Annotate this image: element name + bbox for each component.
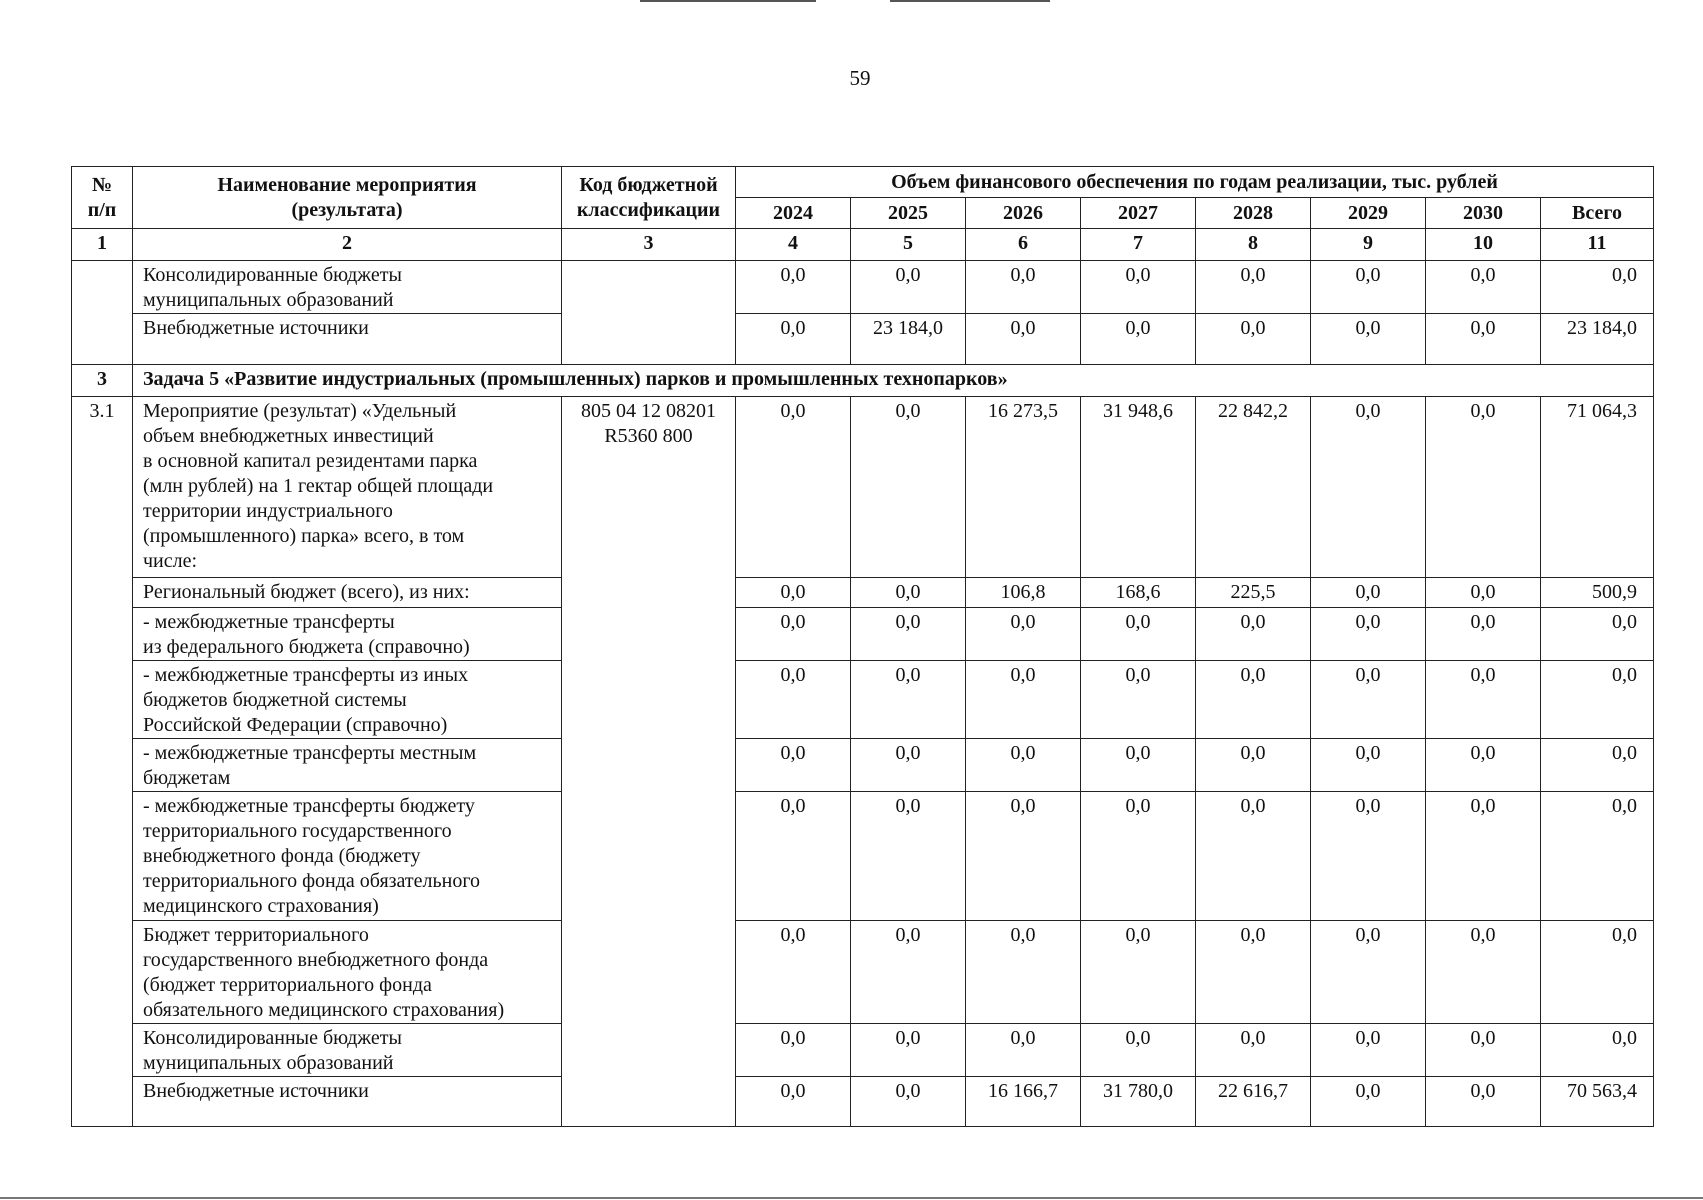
value-cell: 31 780,0 bbox=[1081, 1077, 1196, 1127]
budget-code: 805 04 12 08201 R5360 800 bbox=[562, 397, 736, 1127]
value-cell: 0,0 bbox=[1426, 578, 1541, 608]
row-name: Внебюджетные источники bbox=[133, 1077, 562, 1127]
value-cell: 0,0 bbox=[851, 261, 966, 314]
row-name: - межбюджетные трансферты из иных бюджетов бюджетной системы Российской Федерации (справочно) bbox=[133, 661, 562, 739]
header-year: 2028 bbox=[1196, 198, 1311, 229]
header-year: 2025 bbox=[851, 198, 966, 229]
value-cell: 0,0 bbox=[736, 739, 851, 792]
value-cell: 0,0 bbox=[1426, 792, 1541, 921]
page-number: 59 bbox=[849, 66, 871, 90]
row-code-empty bbox=[562, 261, 736, 365]
value-cell: 0,0 bbox=[1311, 1024, 1426, 1077]
header-col-volume: Объем финансового обеспечения по годам реализации, тыс. рублей bbox=[736, 167, 1654, 198]
column-number: 3 bbox=[562, 229, 736, 261]
task-title: Задача 5 «Развитие индустриальных (промышленных) парков и промышленных технопарков» bbox=[133, 365, 1654, 397]
row-name: - межбюджетные трансферты бюджету территориального государственного внебюджетного фонда (бюджету территориального фонда обязательного медицинского страхования) bbox=[133, 792, 562, 921]
value-cell: 0,0 bbox=[1311, 661, 1426, 739]
value-cell: 0,0 bbox=[1311, 1077, 1426, 1127]
budget-table bbox=[71, 166, 1654, 1127]
total-cell: 71 064,3 bbox=[1541, 397, 1654, 578]
column-number: 6 bbox=[966, 229, 1081, 261]
table-row bbox=[72, 661, 1654, 739]
task-row bbox=[72, 365, 1654, 397]
value-cell: 0,0 bbox=[966, 608, 1081, 661]
value-cell: 0,0 bbox=[1081, 261, 1196, 314]
column-number: 7 bbox=[1081, 229, 1196, 261]
header-year: 2030 bbox=[1426, 198, 1541, 229]
value-cell: 0,0 bbox=[1081, 661, 1196, 739]
value-cell: 0,0 bbox=[1196, 314, 1311, 365]
value-cell: 22 842,2 bbox=[1196, 397, 1311, 578]
header-total: Всего bbox=[1541, 198, 1654, 229]
value-cell: 0,0 bbox=[1426, 1077, 1541, 1127]
value-cell: 0,0 bbox=[851, 397, 966, 578]
value-cell: 0,0 bbox=[851, 739, 966, 792]
total-cell: 70 563,4 bbox=[1541, 1077, 1654, 1127]
value-cell: 0,0 bbox=[1311, 397, 1426, 578]
total-cell: 0,0 bbox=[1541, 608, 1654, 661]
value-cell: 0,0 bbox=[966, 1024, 1081, 1077]
measure-number: 3.1 bbox=[72, 397, 133, 1127]
value-cell: 0,0 bbox=[1426, 261, 1541, 314]
table-row bbox=[72, 314, 1654, 365]
value-cell: 0,0 bbox=[1081, 739, 1196, 792]
total-cell: 0,0 bbox=[1541, 739, 1654, 792]
table-row bbox=[72, 578, 1654, 608]
header-col-name: Наименование мероприятия (результата) bbox=[133, 167, 562, 229]
header-row-top bbox=[72, 167, 1654, 198]
value-cell: 0,0 bbox=[966, 739, 1081, 792]
scan-artifact-line bbox=[890, 0, 1050, 2]
value-cell: 0,0 bbox=[736, 1024, 851, 1077]
value-cell: 0,0 bbox=[1196, 792, 1311, 921]
value-cell: 0,0 bbox=[851, 1024, 966, 1077]
value-cell: 0,0 bbox=[736, 792, 851, 921]
value-cell: 22 616,7 bbox=[1196, 1077, 1311, 1127]
value-cell: 16 166,7 bbox=[966, 1077, 1081, 1127]
column-number: 4 bbox=[736, 229, 851, 261]
column-number: 9 bbox=[1311, 229, 1426, 261]
value-cell: 0,0 bbox=[851, 578, 966, 608]
table-row bbox=[72, 921, 1654, 1024]
value-cell: 225,5 bbox=[1196, 578, 1311, 608]
value-cell: 0,0 bbox=[1426, 1024, 1541, 1077]
task-number: 3 bbox=[72, 365, 133, 397]
value-cell: 0,0 bbox=[1311, 921, 1426, 1024]
value-cell: 0,0 bbox=[1081, 921, 1196, 1024]
total-cell: 0,0 bbox=[1541, 261, 1654, 314]
value-cell: 0,0 bbox=[1081, 608, 1196, 661]
table-row bbox=[72, 608, 1654, 661]
value-cell: 0,0 bbox=[1426, 397, 1541, 578]
total-cell: 0,0 bbox=[1541, 792, 1654, 921]
value-cell: 0,0 bbox=[1196, 739, 1311, 792]
header-year: 2029 bbox=[1311, 198, 1426, 229]
table-row bbox=[72, 1077, 1654, 1127]
header-year: 2026 bbox=[966, 198, 1081, 229]
value-cell: 0,0 bbox=[1311, 792, 1426, 921]
value-cell: 0,0 bbox=[966, 792, 1081, 921]
row-name: Региональный бюджет (всего), из них: bbox=[133, 578, 562, 608]
value-cell: 23 184,0 bbox=[851, 314, 966, 365]
value-cell: 0,0 bbox=[1196, 661, 1311, 739]
header-year: 2027 bbox=[1081, 198, 1196, 229]
value-cell: 0,0 bbox=[851, 661, 966, 739]
value-cell: 0,0 bbox=[851, 608, 966, 661]
value-cell: 0,0 bbox=[851, 1077, 966, 1127]
value-cell: 0,0 bbox=[1196, 608, 1311, 661]
column-number: 10 bbox=[1426, 229, 1541, 261]
table-row bbox=[72, 1024, 1654, 1077]
row-name: Мероприятие (результат) «Удельный объем внебюджетных инвестиций в основной капитал резидентами парка (млн рублей) на 1 гектар общей площади территории индустриального (промышленного) парка» всего, в том числе: bbox=[133, 397, 562, 578]
column-number: 8 bbox=[1196, 229, 1311, 261]
value-cell: 0,0 bbox=[1426, 608, 1541, 661]
header-year: 2024 bbox=[736, 198, 851, 229]
total-cell: 0,0 bbox=[1541, 661, 1654, 739]
value-cell: 106,8 bbox=[966, 578, 1081, 608]
row-name: Внебюджетные источники bbox=[133, 314, 562, 365]
value-cell: 0,0 bbox=[736, 608, 851, 661]
table-row bbox=[72, 261, 1654, 314]
value-cell: 0,0 bbox=[1081, 1024, 1196, 1077]
value-cell: 0,0 bbox=[1311, 314, 1426, 365]
total-cell: 500,9 bbox=[1541, 578, 1654, 608]
value-cell: 0,0 bbox=[736, 261, 851, 314]
value-cell: 0,0 bbox=[736, 1077, 851, 1127]
value-cell: 0,0 bbox=[1311, 739, 1426, 792]
column-number: 1 bbox=[72, 229, 133, 261]
value-cell: 0,0 bbox=[1081, 314, 1196, 365]
value-cell: 0,0 bbox=[1196, 921, 1311, 1024]
value-cell: 0,0 bbox=[851, 792, 966, 921]
value-cell: 0,0 bbox=[736, 661, 851, 739]
value-cell: 0,0 bbox=[1426, 314, 1541, 365]
column-number: 2 bbox=[133, 229, 562, 261]
value-cell: 0,0 bbox=[1311, 608, 1426, 661]
value-cell: 0,0 bbox=[1426, 921, 1541, 1024]
scan-artifact-line bbox=[640, 0, 816, 2]
total-cell: 0,0 bbox=[1541, 921, 1654, 1024]
value-cell: 0,0 bbox=[736, 921, 851, 1024]
row-name: Консолидированные бюджеты муниципальных образований bbox=[133, 1024, 562, 1077]
value-cell: 0,0 bbox=[1311, 578, 1426, 608]
row-name: Консолидированные бюджеты муниципальных образований bbox=[133, 261, 562, 314]
table-row bbox=[72, 739, 1654, 792]
row-name: - межбюджетные трансферты из федерального бюджета (справочно) bbox=[133, 608, 562, 661]
value-cell: 0,0 bbox=[966, 261, 1081, 314]
value-cell: 0,0 bbox=[1311, 261, 1426, 314]
value-cell: 0,0 bbox=[966, 661, 1081, 739]
total-cell: 23 184,0 bbox=[1541, 314, 1654, 365]
value-cell: 16 273,5 bbox=[966, 397, 1081, 578]
value-cell: 0,0 bbox=[966, 314, 1081, 365]
value-cell: 0,0 bbox=[1426, 661, 1541, 739]
column-numbers-row bbox=[72, 229, 1654, 261]
value-cell: 0,0 bbox=[736, 314, 851, 365]
table-row bbox=[72, 792, 1654, 921]
value-cell: 168,6 bbox=[1081, 578, 1196, 608]
scan-artifact-line bbox=[0, 1197, 1703, 1199]
value-cell: 0,0 bbox=[1196, 261, 1311, 314]
value-cell: 0,0 bbox=[736, 578, 851, 608]
row-number-empty bbox=[72, 261, 133, 365]
header-col-no: № п/п bbox=[72, 167, 133, 229]
table-row bbox=[72, 397, 1654, 578]
header-col-code: Код бюджетной классификации bbox=[562, 167, 736, 229]
value-cell: 0,0 bbox=[1081, 792, 1196, 921]
column-number: 5 bbox=[851, 229, 966, 261]
value-cell: 31 948,6 bbox=[1081, 397, 1196, 578]
total-cell: 0,0 bbox=[1541, 1024, 1654, 1077]
row-name: Бюджет территориального государственного внебюджетного фонда (бюджет территориального фонда обязательного медицинского страхования) bbox=[133, 921, 562, 1024]
column-number: 11 bbox=[1541, 229, 1654, 261]
value-cell: 0,0 bbox=[966, 921, 1081, 1024]
value-cell: 0,0 bbox=[1196, 1024, 1311, 1077]
value-cell: 0,0 bbox=[1426, 739, 1541, 792]
value-cell: 0,0 bbox=[851, 921, 966, 1024]
value-cell: 0,0 bbox=[736, 397, 851, 578]
row-name: - межбюджетные трансферты местным бюджетам bbox=[133, 739, 562, 792]
